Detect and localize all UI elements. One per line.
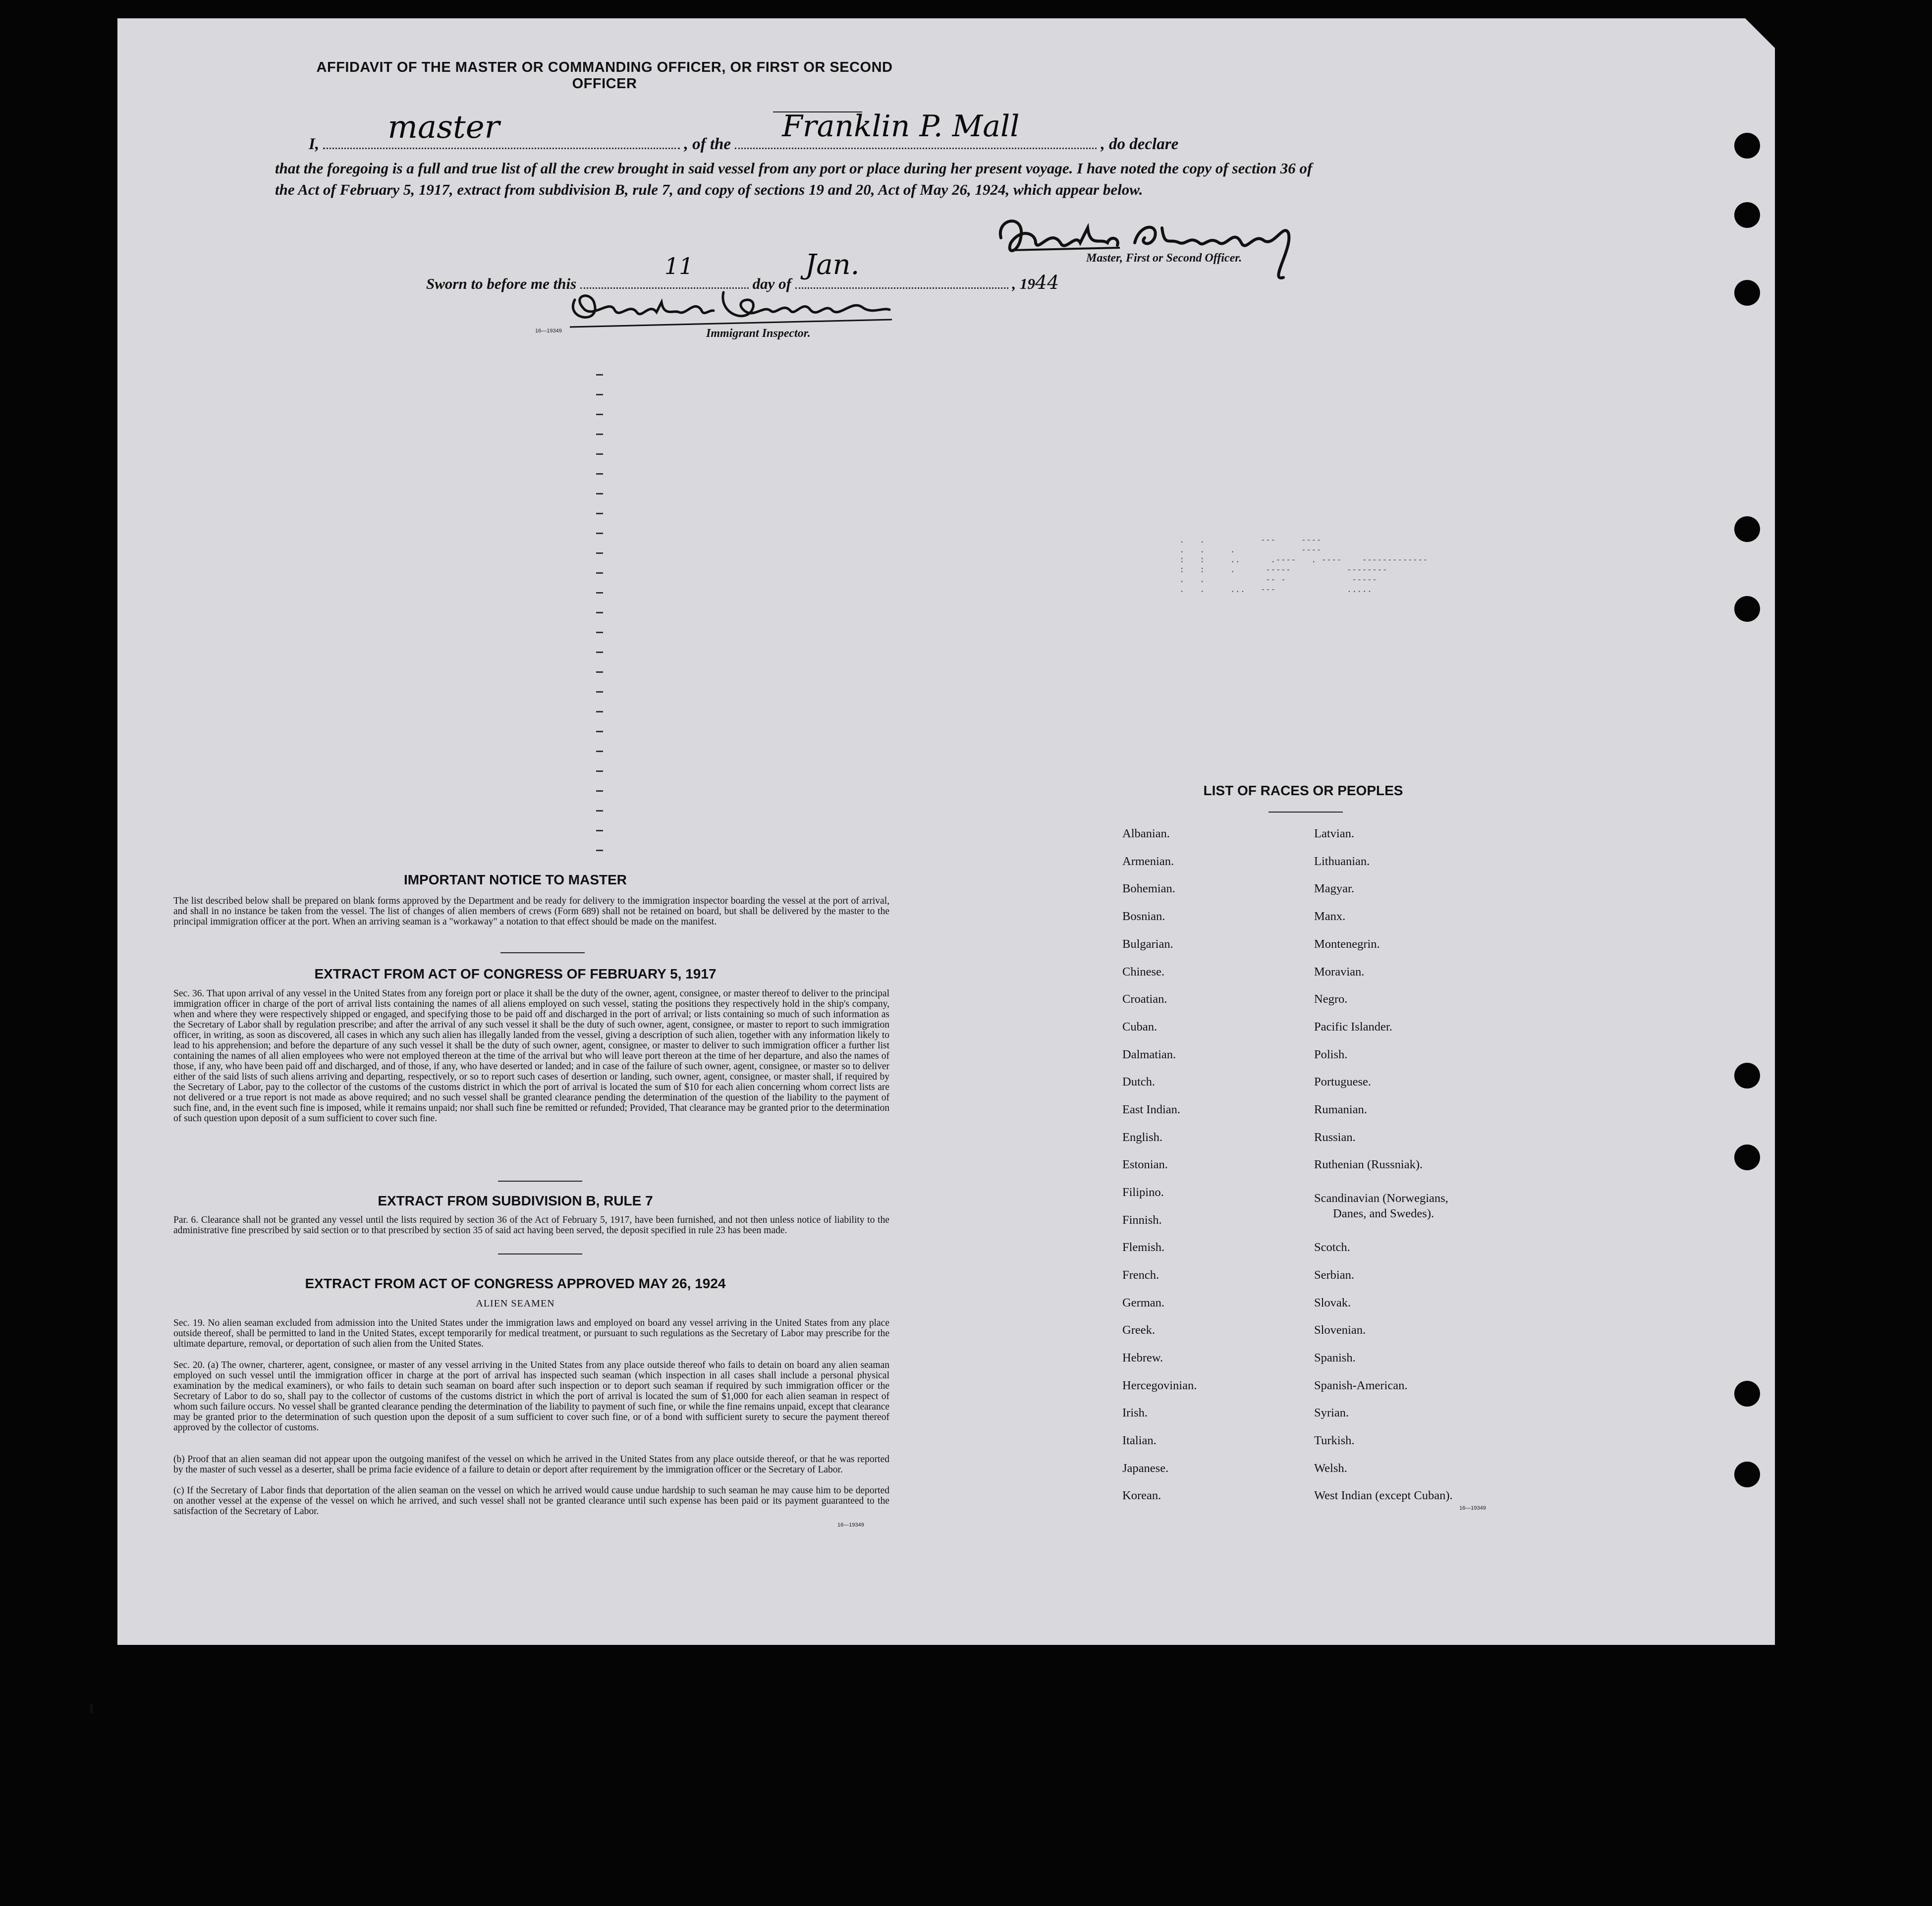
notice-title: IMPORTANT NOTICE TO MASTER bbox=[403, 872, 627, 887]
sworn-year: 44 bbox=[1035, 272, 1059, 293]
race-item: Pacific Islander. bbox=[1314, 1020, 1392, 1034]
declaration-text: that the foregoing is a full and true list of all the crew brought in said vessel from any port or place during her present voyage. I have noted the copy of section 36 of the Act of February 5, 1917, extract from subdivision B, rule 7, and copy of sections 19 and 20, Act of May 26, 1924, which appear below. bbox=[275, 160, 1313, 198]
sworn-day: 11 bbox=[664, 253, 694, 279]
notice-rule bbox=[500, 952, 585, 953]
race-item: Russian. bbox=[1314, 1131, 1356, 1144]
race-item-continuation: Danes, and Swedes). bbox=[1333, 1207, 1435, 1220]
bleed-through-marks: . . --- ---- . . . ---- : : .. .---- . ---- ------------- : : . ----- -------- . . -- - ----- . . ... --- ..... bbox=[1179, 535, 1428, 595]
races-title: LIST OF RACES OR PEOPLES bbox=[1203, 783, 1403, 798]
notice-text: The list described below shall be prepared on blank forms approved by the Department and be ready for delivery to the immigration inspector boarding the vessel at the port of arrival, and shall in no instance be taken from the vessel. The list of changes of alien members of crews (Form 689) shall not be retained on board, but shall be delivered by the master to the principal immigration officer at the port. When an arriving seaman is a "workaway" a notation to that effect should be made on the manifest. bbox=[173, 896, 889, 927]
race-item: Lithuanian. bbox=[1314, 855, 1370, 868]
sec20c-text: (c) If the Secretary of Labor finds that deportation of the alien seaman on the vessel on which he arrived would cause undue hardship to such seaman he may cause him to be deported on another vessel at the expense of the vessel on which he arrived, and such vessel shall not be granted clearance until such expense has been paid or its payment guaranteed to the satisfaction of the Secretary of Labor. bbox=[173, 1485, 889, 1517]
race-item: Albanian. bbox=[1122, 827, 1170, 840]
punch-hole bbox=[1734, 596, 1760, 622]
race-item: Turkish. bbox=[1314, 1434, 1355, 1447]
sec20b-text: (b) Proof that an alien seaman did not appear upon the outgoing manifest of the vessel on which he arrived in the United States from any place outside thereof, or that he was reported by the master of such vessel as a deserter, shall be prima facie evidence of a failure to detain or deport after requirement by the immigration officer or the Secretary of Labor. bbox=[173, 1454, 889, 1475]
punch-hole bbox=[1734, 1144, 1760, 1170]
inspector-signature bbox=[555, 280, 892, 334]
subdivision-b-text: Par. 6. Clearance shall not be granted any vessel until the lists required by section 36 of the Act of February 5, 1917, have been furnished, and not then unless notice of liability to the administrative fine prescribed by said section or to that prescribed by section 35 of said act having been served, the deposit specified in rule 23 has been made. bbox=[173, 1215, 889, 1236]
subdivision-b-title: EXTRACT FROM SUBDIVISION B, RULE 7 bbox=[378, 1193, 653, 1208]
race-item: East Indian. bbox=[1122, 1103, 1181, 1116]
master-caption: Master, First or Second Officer. bbox=[1086, 252, 1242, 265]
of-the-label: , of the bbox=[684, 135, 731, 153]
race-item: Italian. bbox=[1122, 1434, 1157, 1447]
rank-field bbox=[323, 109, 680, 149]
race-item: Japanese. bbox=[1122, 1462, 1169, 1475]
punch-hole bbox=[1734, 516, 1760, 542]
races-form-number: 16—19349 bbox=[1459, 1505, 1486, 1511]
race-item: Finnish. bbox=[1122, 1213, 1162, 1227]
extract-1924-title: EXTRACT FROM ACT OF CONGRESS APPROVED MAY 26, 1924 bbox=[305, 1276, 726, 1291]
affidavit-title: AFFIDAVIT OF THE MASTER OR COMMANDING OFFICER, OR FIRST OR SECOND OFFICER bbox=[316, 59, 893, 92]
race-item: Magyar. bbox=[1314, 882, 1354, 895]
race-item: West Indian (except Cuban). bbox=[1314, 1489, 1453, 1502]
race-item: Bohemian. bbox=[1122, 882, 1175, 895]
race-item: Croatian. bbox=[1122, 992, 1167, 1006]
race-item: Syrian. bbox=[1314, 1406, 1349, 1419]
race-item: Bulgarian. bbox=[1122, 937, 1173, 951]
race-item: Moravian. bbox=[1314, 965, 1365, 979]
race-item: Spanish. bbox=[1314, 1351, 1356, 1364]
extract-form-number: 16—19349 bbox=[837, 1522, 864, 1528]
race-item: Filipino. bbox=[1122, 1186, 1164, 1199]
race-item: Hercegovinian. bbox=[1122, 1379, 1197, 1392]
extract-1917-title: EXTRACT FROM ACT OF CONGRESS OF FEBRUARY 5, 1917 bbox=[314, 966, 717, 981]
declaration-line bbox=[309, 109, 1329, 154]
race-item: Cuban. bbox=[1122, 1020, 1158, 1034]
race-item: Korean. bbox=[1122, 1489, 1161, 1502]
race-item: Welsh. bbox=[1314, 1462, 1347, 1475]
race-item: Scandinavian (Norwegians, bbox=[1314, 1192, 1448, 1205]
vessel-handwriting: Franklin P. Mall bbox=[782, 109, 1020, 144]
do-declare-label: , do declare bbox=[1101, 135, 1179, 153]
race-item: Portuguese. bbox=[1314, 1075, 1371, 1089]
extract-1917-rule bbox=[498, 1181, 582, 1182]
race-item: German. bbox=[1122, 1296, 1165, 1309]
rank-handwriting: master bbox=[387, 109, 500, 146]
i-label: I, bbox=[309, 135, 320, 153]
race-item: Slovak. bbox=[1314, 1296, 1351, 1309]
race-item: English. bbox=[1122, 1131, 1162, 1144]
extract-1917-text: Sec. 36. That upon arrival of any vessel in the United States from any foreign port or place it shall be the duty of the owner, agent, consignee, or master thereof to deliver to the principal immigration officer in charge of the port of arrival lists containing the names of all aliens employed on such vessel, stating the positions they respectively hold in the ship's company, when and where they were respectively shipped or engaged, and specifying those to be paid off and discharged in the port of arrival; or lists containing so much of such information as the Secretary of Labor shall by regulation prescribe; and after the arrival of any such vessel it shall be the duty of such owner, agent, consignee, or master to report to such immigration officer, in writing, as soon as discovered, all cases in which any such alien has illegally landed from the vessel, giving a description of such alien, together with any information likely to lead to his apprehension; and before the departure of any such vessel it shall be the duty of such owner, agent, consignee, or master to deliver to such immigration officer a further list containing the names of all alien employees who were not employed thereon at the time of the arrival but who will leave port thereon at the time of her departure, and also the names of those, if any, who have been paid off and discharged, and of those, if any, who have deserted or landed; and in case of the failure of such owner, agent, consignee, or master so to deliver either of the said lists of such aliens arriving and departing, respectively, or so to report such cases of desertion or landing, such owner, agent, consignee, or master shall, if required by the Secretary of Labor, pay to the collector of the customs of the customs district in which the port of arrival is located the sum of $10 for each alien concerning whom correct lists are not delivered or a true report is not made as above required; and no such vessel shall be granted clearance pending the determination of the question of the liability to the payment of such fine, and, in the event such fine is imposed, while it remains unpaid; nor shall such fine be remitted or refunded; Provided, That clearance may be granted prior to the determination of such question upon deposit of a sum sufficient to cover such fine. bbox=[173, 988, 889, 1124]
race-item: Bosnian. bbox=[1122, 910, 1165, 923]
race-item: Flemish. bbox=[1122, 1241, 1165, 1254]
race-item: Estonian. bbox=[1122, 1158, 1168, 1171]
sec19-text: Sec. 19. No alien seaman excluded from admission into the United States under the immigration laws and employed on board any vessel arriving in the United States from any place outside thereof, shall be permitted to land in the United States, except temporarily for medical treatment, or pursuant to such regulations as the Secretary of Labor may prescribe for the ultimate departure, removal, or deportation of such alien from the United States. bbox=[173, 1318, 889, 1349]
vessel-field bbox=[735, 109, 1097, 149]
day-of-label: day of bbox=[752, 275, 791, 292]
race-item: Dutch. bbox=[1122, 1075, 1155, 1089]
alien-seamen-subtitle: ALIEN SEAMEN bbox=[476, 1298, 555, 1309]
page-corner-cut bbox=[1745, 18, 1775, 48]
race-item: Irish. bbox=[1122, 1406, 1148, 1419]
subdivision-b-rule bbox=[498, 1253, 582, 1254]
punch-hole bbox=[1734, 1381, 1760, 1407]
race-item: French. bbox=[1122, 1268, 1159, 1282]
inspector-caption: Immigrant Inspector. bbox=[706, 327, 811, 340]
race-item: Rumanian. bbox=[1314, 1103, 1367, 1116]
race-item: Dalmatian. bbox=[1122, 1048, 1176, 1061]
race-item: Chinese. bbox=[1122, 965, 1165, 979]
year-prefix: , 19 bbox=[1012, 275, 1035, 292]
sec20a-text: Sec. 20. (a) The owner, charterer, agent, consignee, or master of any vessel arriving in the United States from any place outside thereof who fails to detain on board any alien seaman employed on such vessel until the immigration officer in charge at the port of arrival has inspected such seaman (which inspection in all cases shall include a personal physical examination by the medical examiners), or who fails to detain such seaman on board after such inspection or to deport such seaman if required by such immigration officer or the Secretary of Labor to do so, shall pay to the collector of customs of the customs district in which the port of arrival is located the sum of $1,000 for each alien seaman in respect of whom such failure occurs. No vessel shall be granted clearance pending the determination of the liability to payment of such fine, or while the fine remains unpaid, except that clearance may be granted prior to the determination of such question upon the deposit of a sum sufficient to cover such fine, or of a bond with sufficient surety to secure the payment thereof approved by the collector of customs. bbox=[173, 1360, 889, 1433]
sworn-label: Sworn to before me this bbox=[426, 275, 577, 292]
sworn-month: Jan. bbox=[805, 249, 860, 281]
race-item: Scotch. bbox=[1314, 1241, 1350, 1254]
affidavit-form-number: 16—19349 bbox=[535, 328, 562, 334]
punch-hole bbox=[1734, 1462, 1760, 1487]
race-item: Latvian. bbox=[1314, 827, 1354, 840]
races-rule bbox=[1269, 812, 1343, 813]
race-item: Montenegrin. bbox=[1314, 937, 1380, 951]
punch-hole bbox=[1734, 280, 1760, 306]
race-item: Ruthenian (Russniak). bbox=[1314, 1158, 1423, 1171]
race-item: Polish. bbox=[1314, 1048, 1348, 1061]
film-speck bbox=[90, 1704, 93, 1713]
punch-hole bbox=[1734, 133, 1760, 159]
race-item: Manx. bbox=[1314, 910, 1346, 923]
race-item: Slovenian. bbox=[1314, 1323, 1366, 1337]
punch-hole bbox=[1734, 202, 1760, 228]
race-item: Negro. bbox=[1314, 992, 1348, 1006]
race-item: Armenian. bbox=[1122, 855, 1174, 868]
race-item: Greek. bbox=[1122, 1323, 1155, 1337]
race-item: Hebrew. bbox=[1122, 1351, 1163, 1364]
punch-hole bbox=[1734, 1063, 1760, 1089]
race-item: Serbian. bbox=[1314, 1268, 1354, 1282]
race-item: Spanish-American. bbox=[1314, 1379, 1408, 1392]
